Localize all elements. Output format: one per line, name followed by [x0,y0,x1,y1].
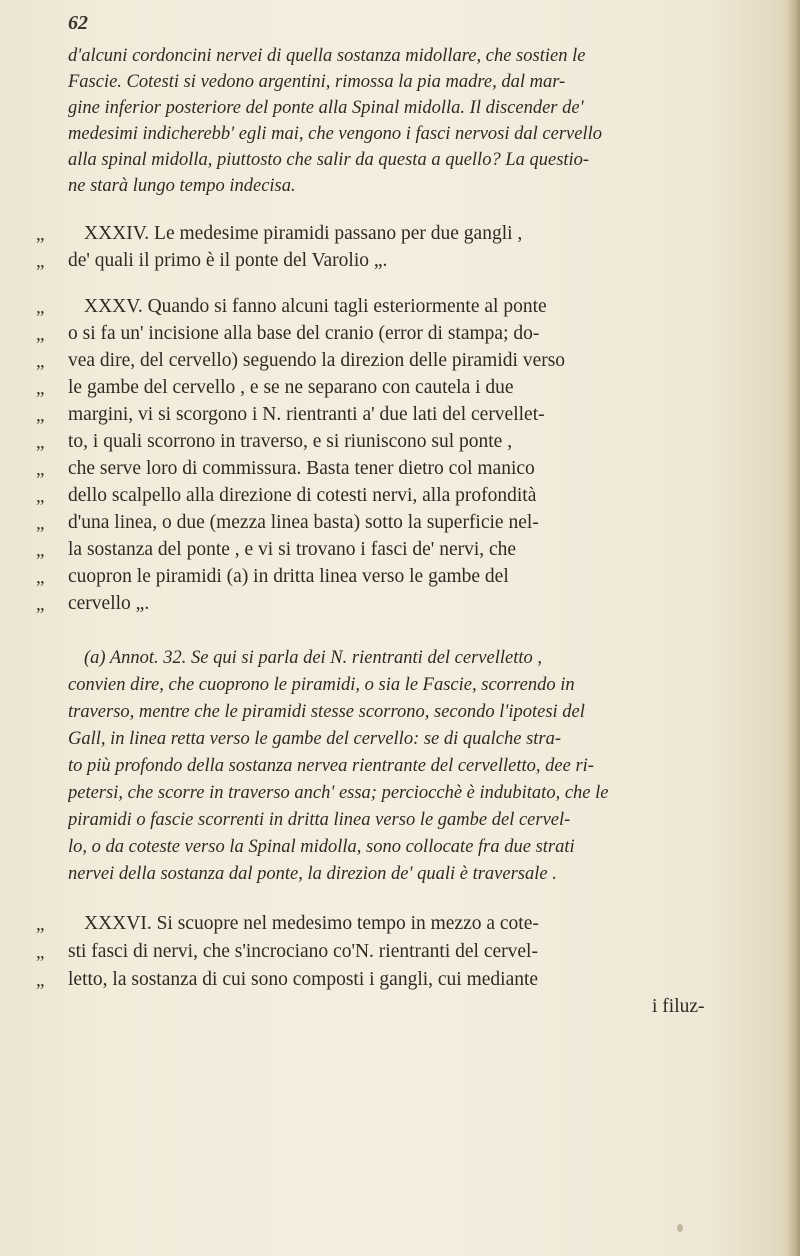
intro-line: gine inferior posteriore del ponte alla Spinal midolla. Il discender de' [68,98,584,118]
quote-mark: „ [36,970,45,991]
intro-line: d'alcuni cordoncini nervei di quella sostanza midollare, che sostien le [68,46,586,66]
quote-mark: „ [36,224,45,245]
annotation-line: to più profondo della sostanza nervea rientrante del cervelletto, dee ri- [68,756,594,776]
annotation-line: piramidi o fascie scorrenti in dritta linea verso le gambe del cervel- [68,810,571,830]
annotation-line: nervei della sostanza dal ponte, la direzion de' quali è traversale . [68,864,557,884]
page-edge-shadow [786,0,800,1256]
annotation-line: (a) Annot. 32. Se qui si parla dei N. rientranti del cervelletto , [84,648,542,668]
annotation-line: lo, o da coteste verso la Spinal midolla, sono collocate fra due strati [68,837,575,857]
quote-mark: „ [36,567,45,588]
quote-mark: „ [36,459,45,480]
page-number: 62 [68,12,88,34]
annotation-line: convien dire, che cuoprono le piramidi, o sia le Fascie, scorrendo in [68,675,575,695]
section-line: cuopron le piramidi (a) in dritta linea verso le gambe del [68,566,509,587]
section-line: d'una linea, o due (mezza linea basta) sotto la superficie nel- [68,512,539,533]
quote-mark: „ [36,540,45,561]
section-line: dello scalpello alla direzione di cotesti nervi, alla profondità [68,485,537,506]
quote-mark: „ [36,405,45,426]
quote-mark: „ [36,513,45,534]
quote-mark: „ [36,324,45,345]
quote-mark: „ [36,297,45,318]
quote-mark: „ [36,378,45,399]
intro-line: alla spinal midolla, piuttosto che salir da questa a quello? La questio- [68,150,590,170]
section-line: cervello „. [68,593,150,614]
section-line: to, i quali scorrono in traverso, e si riuniscono sul ponte , [68,431,513,452]
section-line: letto, la sostanza di cui sono composti i gangli, cui mediante [68,969,539,990]
section-line: la sostanza del ponte , e vi si trovano i fasci de' nervi, che [68,539,517,560]
quote-mark: „ [36,942,45,963]
section-line: de' quali il primo è il ponte del Varolio „. [68,250,388,271]
quote-mark: „ [36,251,45,272]
quote-mark: „ [36,486,45,507]
section-line: sti fasci di nervi, che s'incrociano co'N. rientranti del cervel- [68,941,538,962]
ink-speck [677,1224,683,1232]
intro-line: medesimi indicherebb' egli mai, che vengono i fasci nervosi dal cervello [68,124,602,144]
section-line: le gambe del cervello , e se ne separano con cautela i due [68,377,514,398]
quote-mark: „ [36,351,45,372]
section-line: vea dire, del cervello) seguendo la direzion delle piramidi verso [68,350,566,371]
quote-mark: „ [36,594,45,615]
annotation-line: petersi, che scorre in traverso anch' essa; perciocchè è indubitato, che le [68,783,609,803]
catchword: i filuz- [652,996,705,1017]
annotation-line: traverso, mentre che le piramidi stesse scorrono, secondo l'ipotesi del [68,702,585,722]
section-line: XXXV. Quando si fanno alcuni tagli esteriormente al ponte [84,296,547,317]
quote-mark: „ [36,914,45,935]
section-line: margini, vi si scorgono i N. rientranti a' due lati del cervellet- [68,404,545,425]
intro-line: ne starà lungo tempo indecisa. [68,176,296,196]
section-line: XXXIV. Le medesime piramidi passano per due gangli , [84,223,523,244]
section-line: XXXVI. Si scuopre nel medesimo tempo in mezzo a cote- [84,913,539,934]
annotation-line: Gall, in linea retta verso le gambe del cervello: se di qualche stra- [68,729,562,749]
intro-line: Fascie. Cotesti si vedono argentini, rimossa la pia madre, dal mar- [68,72,566,92]
quote-mark: „ [36,432,45,453]
section-line: che serve loro di commissura. Basta tener dietro col manico [68,458,535,479]
section-line: o si fa un' incisione alla base del cranio (error di stampa; do- [68,323,540,344]
